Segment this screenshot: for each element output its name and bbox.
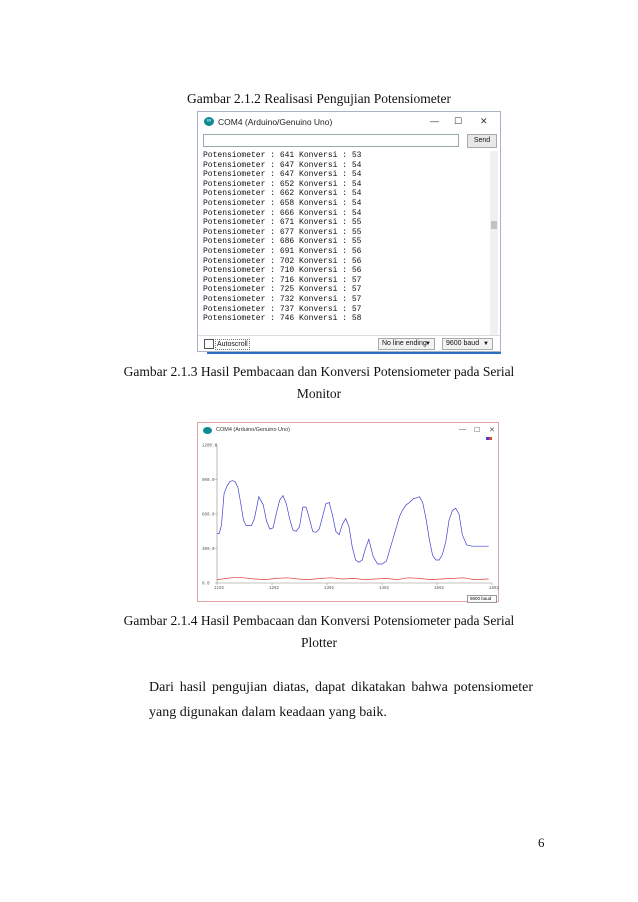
x-tick-label: 1292: [269, 587, 280, 591]
caption-line-1: Gambar 2.1.3 Hasil Pembacaan dan Konversi Potensiometer pada Serial: [123, 364, 515, 379]
y-tick-label: 300.0: [202, 548, 215, 552]
page-number: 6: [538, 835, 545, 850]
line-ending-select[interactable]: [378, 338, 435, 350]
x-tick-label: 1592: [434, 587, 445, 591]
chevron-down-icon: ▼: [483, 341, 489, 347]
serial-line: Potensiometer : 671 Konversi : 55: [203, 218, 362, 228]
send-button[interactable]: Send: [467, 134, 497, 148]
series-line-2: [217, 577, 489, 579]
serial-output: [203, 151, 490, 335]
serial-line: Potensiometer : 725 Konversi : 57: [203, 285, 362, 295]
serial-line: Potensiometer : 702 Konversi : 56: [203, 256, 362, 266]
legend-swatch-series-1: [486, 437, 489, 440]
serial-input[interactable]: [203, 134, 459, 147]
chevron-down-icon: ▼: [425, 341, 431, 347]
serial-monitor-window: [197, 111, 501, 352]
y-tick-label: 1200.0: [202, 444, 218, 449]
send-row: [203, 134, 496, 148]
figure-caption-2-1-3: [0, 361, 638, 405]
x-tick-label: 1692: [489, 587, 500, 591]
serial-line: Potensiometer : 732 Konversi : 57: [203, 294, 362, 304]
y-tick-label: 600.0: [202, 513, 215, 518]
baud-value: 9600 baud: [446, 340, 480, 347]
serial-line: Potensiometer : 686 Konversi : 55: [203, 237, 362, 247]
serial-line: Potensiometer : 710 Konversi : 56: [203, 266, 362, 276]
close-icon[interactable]: ✕: [489, 427, 495, 434]
serial-line: Potensiometer : 716 Konversi : 57: [203, 275, 362, 285]
serial-line: Potensiometer : 691 Konversi : 56: [203, 246, 362, 256]
close-icon[interactable]: ✕: [480, 116, 488, 126]
figure-caption-2-1-2: [0, 91, 638, 107]
serial-line: Potensiometer : 737 Konversi : 57: [203, 304, 362, 314]
serial-line: Potensiometer : 666 Konversi : 54: [203, 208, 362, 218]
baud-select[interactable]: [442, 338, 493, 350]
caption-text: Gambar 2.1.2 Realisasi Pengujian Potensiometer: [187, 91, 451, 106]
serial-line: Potensiometer : 746 Konversi : 58: [203, 314, 362, 324]
x-tick-label: 1192: [214, 587, 225, 591]
y-tick-label: 0.0: [202, 582, 210, 587]
serial-line: Potensiometer : 641 Konversi : 53: [203, 151, 362, 160]
serial-line: Potensiometer : 647 Konversi : 54: [203, 160, 362, 170]
series-line-1: [217, 481, 489, 564]
x-tick-label: 1492: [379, 587, 390, 591]
monitor-bottom-bar: [198, 335, 500, 352]
legend-swatch-series-2: [489, 437, 492, 440]
y-tick-label: 900.0: [202, 479, 215, 483]
plotter-baud-select[interactable]: 9600 baud: [467, 595, 497, 603]
minimize-icon[interactable]: —: [430, 116, 439, 126]
minimize-icon[interactable]: —: [459, 426, 466, 433]
serial-line: Potensiometer : 652 Konversi : 54: [203, 179, 362, 189]
scrollbar-thumb[interactable]: [491, 221, 497, 229]
autoscroll-label: Autoscroll: [217, 341, 248, 348]
caption-line-1: Gambar 2.1.4 Hasil Pembacaan dan Konversi Potensiometer pada Serial: [123, 613, 515, 628]
autoscroll-checkbox[interactable]: [204, 339, 214, 349]
body-paragraph: Dari hasil pengujian diatas, dapat dikatakan bahwa potensiometer yang digunakan dalam keadaan yang baik.: [149, 680, 533, 720]
arduino-logo-icon: ∞: [204, 117, 214, 126]
window-titlebar: [198, 112, 500, 132]
caption-line-2: Monitor: [296, 386, 342, 401]
line-ending-value: No line ending: [382, 340, 427, 347]
serial-plotter-window: [197, 422, 499, 602]
figure-caption-2-1-4: [0, 610, 638, 654]
window-shadow-edge: [207, 352, 501, 354]
serial-line: Potensiometer : 647 Konversi : 54: [203, 170, 362, 180]
vertical-scrollbar[interactable]: [490, 151, 498, 335]
serial-line: Potensiometer : 658 Konversi : 54: [203, 198, 362, 208]
serial-line: Potensiometer : 677 Konversi : 55: [203, 227, 362, 237]
maximize-icon[interactable]: ☐: [474, 427, 481, 434]
x-tick-label: 1392: [324, 587, 335, 591]
serial-line: Potensiometer : 662 Konversi : 54: [203, 189, 362, 199]
caption-line-2: Plotter: [301, 635, 337, 650]
maximize-icon[interactable]: ☐: [454, 116, 463, 126]
window-title: COM4 (Arduino/Genuino Uno): [218, 117, 333, 127]
window-title: COM4 (Arduino/Genuino Uno): [216, 427, 290, 433]
plotter-chart: [198, 423, 500, 603]
